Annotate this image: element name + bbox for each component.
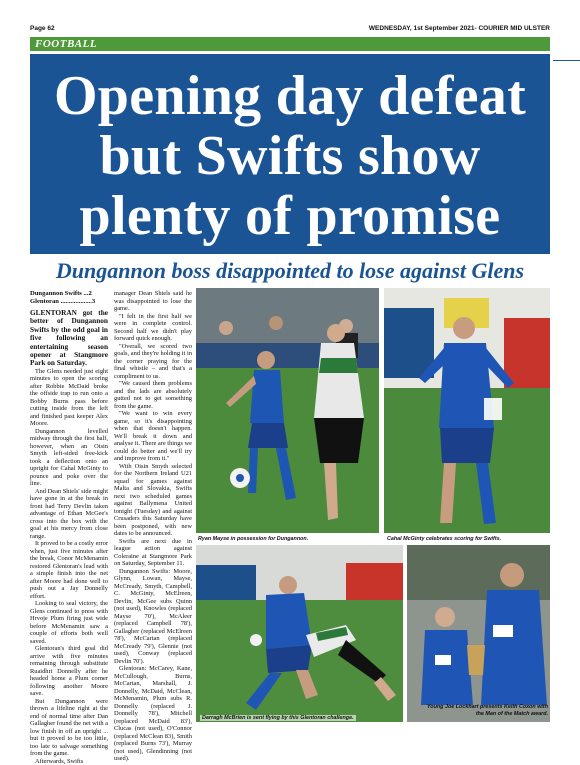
paragraph: "I felt in the first half we were in complete control. Second half we didn't play forward quick enough. (114, 312, 192, 342)
photo-illustration (196, 288, 379, 533)
paragraph: Afterwards, Swifts (35, 757, 84, 765)
paragraph: Glentoran's third goal did arrive with five minutes remaining through substitute Ruaidhri Donnelly after he headed home a Plum corner following another Moore save. (30, 645, 108, 698)
page-number: Page 62 (30, 24, 55, 32)
photo-mcginty-celebrates (384, 288, 550, 533)
date-line: WEDNESDAY, 1st September 2021- COURIER MID ULSTER (368, 24, 550, 32)
article-lead: GLENTORAN got the better of Dungannon Swifts by the odd goal in five following an entertaining season opener at Stangmore Park on Saturday. (30, 308, 108, 368)
headline-line-1: Opening day defeat (53, 65, 527, 127)
paragraph: And Dean Shiels' side might have gone in at the break in front had Terry Devlin taken advantage of Ethan McGee's cross into the box with the goal at his mercy from close range. (30, 487, 108, 540)
article-column-1 (30, 290, 108, 765)
photo-mayse-possession (196, 288, 379, 533)
photo-illustration (407, 545, 550, 722)
section-label: FOOTBALL (30, 37, 550, 51)
paragraph: "We want to win every game, so it's disappointing when that doesn't happen. We'll break it down and analyse it. There are things we could do better and we'll try and improve from it." (114, 410, 192, 462)
paragraph: But Dungannon were thrown a lifeline right at the end of normal time after Dan Gallagher found the net with a low finish in off an upright ... but it proved to be too little, too late to salvage something from the game. (30, 697, 108, 758)
photo-man-of-the-match (407, 545, 550, 722)
edge-rule (553, 60, 580, 61)
headline (30, 54, 550, 246)
photo-caption: Young Joe Lockhart presents Keith Coxon with the Man of the Match award. (426, 704, 548, 717)
subheadline: Dungannon boss disappointed to lose against Glens (55, 258, 525, 283)
paragraph: With Oisin Smyth selected for the Northern Ireland U21 squad for games against Malta and Slovakia, Swifts next two scheduled games against Ballymena United tonight (Tuesday) and against Crusaders this Saturday have been postponed, with new dates to be announced. (114, 462, 192, 537)
paragraph: Dungannon Swifts: Moore, Glynn, Lowan, Mayse, McCready, Smyth, Campbell, C. McGinty, McElreen, Devlin, McGee subs Quinn (not used), Knowles (replaced Mayse 70'), McAleer (replaced Campbell 78'), Gallagher (replaced McElreen 78'), McCartan (replaced McCready 79'), Glennie (not used), Conway (replaced Devlin 70'). (114, 567, 192, 665)
paragraph: The Glens needed just eight minutes to open the scoring after Robbie McDaid broke the offside trap to run onto a Bobby Burns pass before cutting inside from the left and finished past keeper Alex Moore. (30, 367, 108, 428)
photo-caption: Ryan Mayse in possession for Dungannon. (198, 536, 309, 542)
paragraph: Swifts are next due in league action against Coleraine at Stangmore Park on Saturday, September 11. (114, 537, 192, 567)
page-header (30, 22, 550, 34)
photo-illustration (384, 288, 550, 533)
paragraph: "Overall, we scored two goals, and they're holding it in the corner praying for the final whistle – and that's a compliment to us. (114, 342, 192, 380)
photo-mcbrien-challenge (196, 545, 403, 722)
photo-caption: Cahal McGinty celebrates scoring for Swifts. (387, 536, 502, 542)
paragraph: manager Dean Shiels said he was disappointed to lose the game. (114, 290, 192, 312)
paragraph: Glentoran: McCarey, Kane, McCullough, Burns, McCartan, Marshall, J. Donnelly, McDaid, McClean, McMenamin, Plum subs R. Donnelly (replaced J. Donnelly 78'), Mitchell (replaced McDaid 83'), Clucas (not used), O'Connor (replaced McClean 83), Smith (replaced Burns 73'), Murray (not used), Glendinning (not used). (114, 665, 192, 762)
photo-caption: Darragh McBrien is sent flying by this Glentoran challenge. (202, 715, 354, 721)
photo-illustration (196, 545, 403, 722)
paragraph: Looking to seal victory, the Glens continued to press with Hrvoje Plum firing just wide before McMenamin saw a couple of efforts both well saved. (30, 600, 108, 645)
score-home: Dungannon Swifts ...2 (30, 290, 92, 297)
paragraph: "We caused them problems and the lads are absolutely gutted not to get something from the game. (114, 380, 192, 410)
score-away: Glentoran ...................3 (30, 298, 96, 305)
headline-line-3: plenty of promise (79, 185, 501, 247)
article-column-2 (114, 290, 192, 763)
paragraph: Dungannon levelled midway through the first half, however, when an Oisin Smyth left-sided free-kick took a deflection onto an upright for Cahal McGinty to pounce and poke over the line. (30, 427, 108, 488)
headline-box (30, 54, 550, 254)
paragraph: It proved to be a costly error when, just five minutes after the break, Conor McMenamin restored Glentoran's lead with a simple finish into the net after Moore had done well to push out a Jay Donnelly effort. (30, 540, 108, 600)
headline-line-2: but Swifts show (99, 125, 481, 187)
